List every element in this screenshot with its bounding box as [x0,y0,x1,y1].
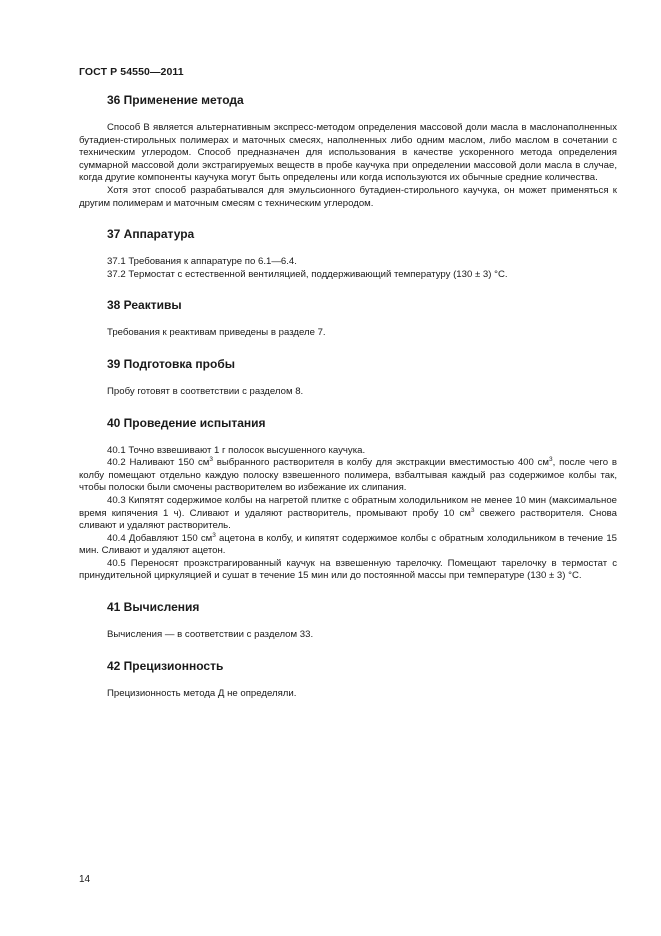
test-step: 40.4 Добавляют 150 $см^3$ ацетона в колбу, и кипятят содержимое колбы с обратным холодильником в течение 15 мин. Сливают и удаляют ацетон. [79,531,617,557]
list-item: 37.2 Термостат с естественной вентиляцией, поддерживающий температуру (130 ± 3) °C. [107,268,508,280]
section-heading: 40 Проведение испытания [107,415,266,430]
paragraph: Требования к реактивам приведены в разделе 7. [107,327,326,339]
page-number: 14 [79,874,91,885]
section-heading: 38 Реактивы [107,298,182,313]
section-40 [79,415,617,584]
section-39 [79,356,617,399]
section-heading: 36 Применение метода [107,93,244,107]
standard-code-header: ГОСТ Р 54550—2011 [79,66,184,78]
test-step: 40.2 Наливают 150 $см^3$ выбранного растворителя в колбу для экстракции вместимостью 400 $см^3$, после чего в колбу помещают отдельно каждую полоску взвешенного полимера, взбалтывая каждый раз содержимое колбы так, чтобы полоски были смочены растворителем во избежание их слипания. [79,456,617,494]
section-heading: 41 Вычисления [107,600,200,615]
paragraph: Способ В является альтернативным экспресс-методом определения массовой доли масла в маслонаполненных бутадиен-стирольных полимерах и маточных смесях, наполненных либо одним маслом, либо маслом в сочетании с техническим углеродом. Способ предназначен для использования в качестве ускоренного метода определения суммарной массовой доли экстрагируемых веществ в пробе каучука при определении массовой доли масла в случае, когда другие компоненты каучука могут быть определены или когда используются их обычные средние количества. [79,122,617,184]
section-heading: 39 Подготовка пробы [107,356,235,371]
list-item: 37.1 Требования к аппаратуре по 6.1—6.4. [107,256,297,268]
test-step: 40.1 Точно взвешивают 1 г полосок высушенного каучука. [107,444,366,456]
section-42 [79,658,617,701]
section-heading: 42 Прецизионность [107,658,224,673]
paragraph: Пробу готовят в соответствии с разделом 8. [107,385,304,397]
test-step: 40.5 Переносят проэкстрагированный каучук на взвешенную тарелочку. Помещают тарелочку в термостат с принудительной циркуляцией и сушат в течение 15 мин или до постоянной массы при температуре (130 ± 3) °C. [79,557,617,582]
section-heading: 37 Аппаратура [107,227,195,242]
paragraph: Вычисления — в соответствии с разделом 33. [107,629,314,641]
section-36 [79,92,617,210]
section-38 [79,297,617,340]
test-step: 40.3 Кипятят содержимое колбы на нагретой плитке с обратным холодильником не менее 10 мин (максимальное время кипячения 1 ч). Сливают и удаляют растворитель, промывают пробу 10 $см^3$ свежего растворителя. Снова сливают и удаляют растворитель. [79,494,617,532]
section-41 [79,599,617,642]
paragraph: Прецизионность метода Д не определяли. [107,687,297,699]
paragraph: Хотя этот способ разрабатывался для эмульсионного бутадиен-стирольного каучука, он может применяться к другим полимерам и маточным смесям с техническим углеродом. [79,184,617,209]
section-37 [79,226,617,281]
document-body [79,92,617,700]
